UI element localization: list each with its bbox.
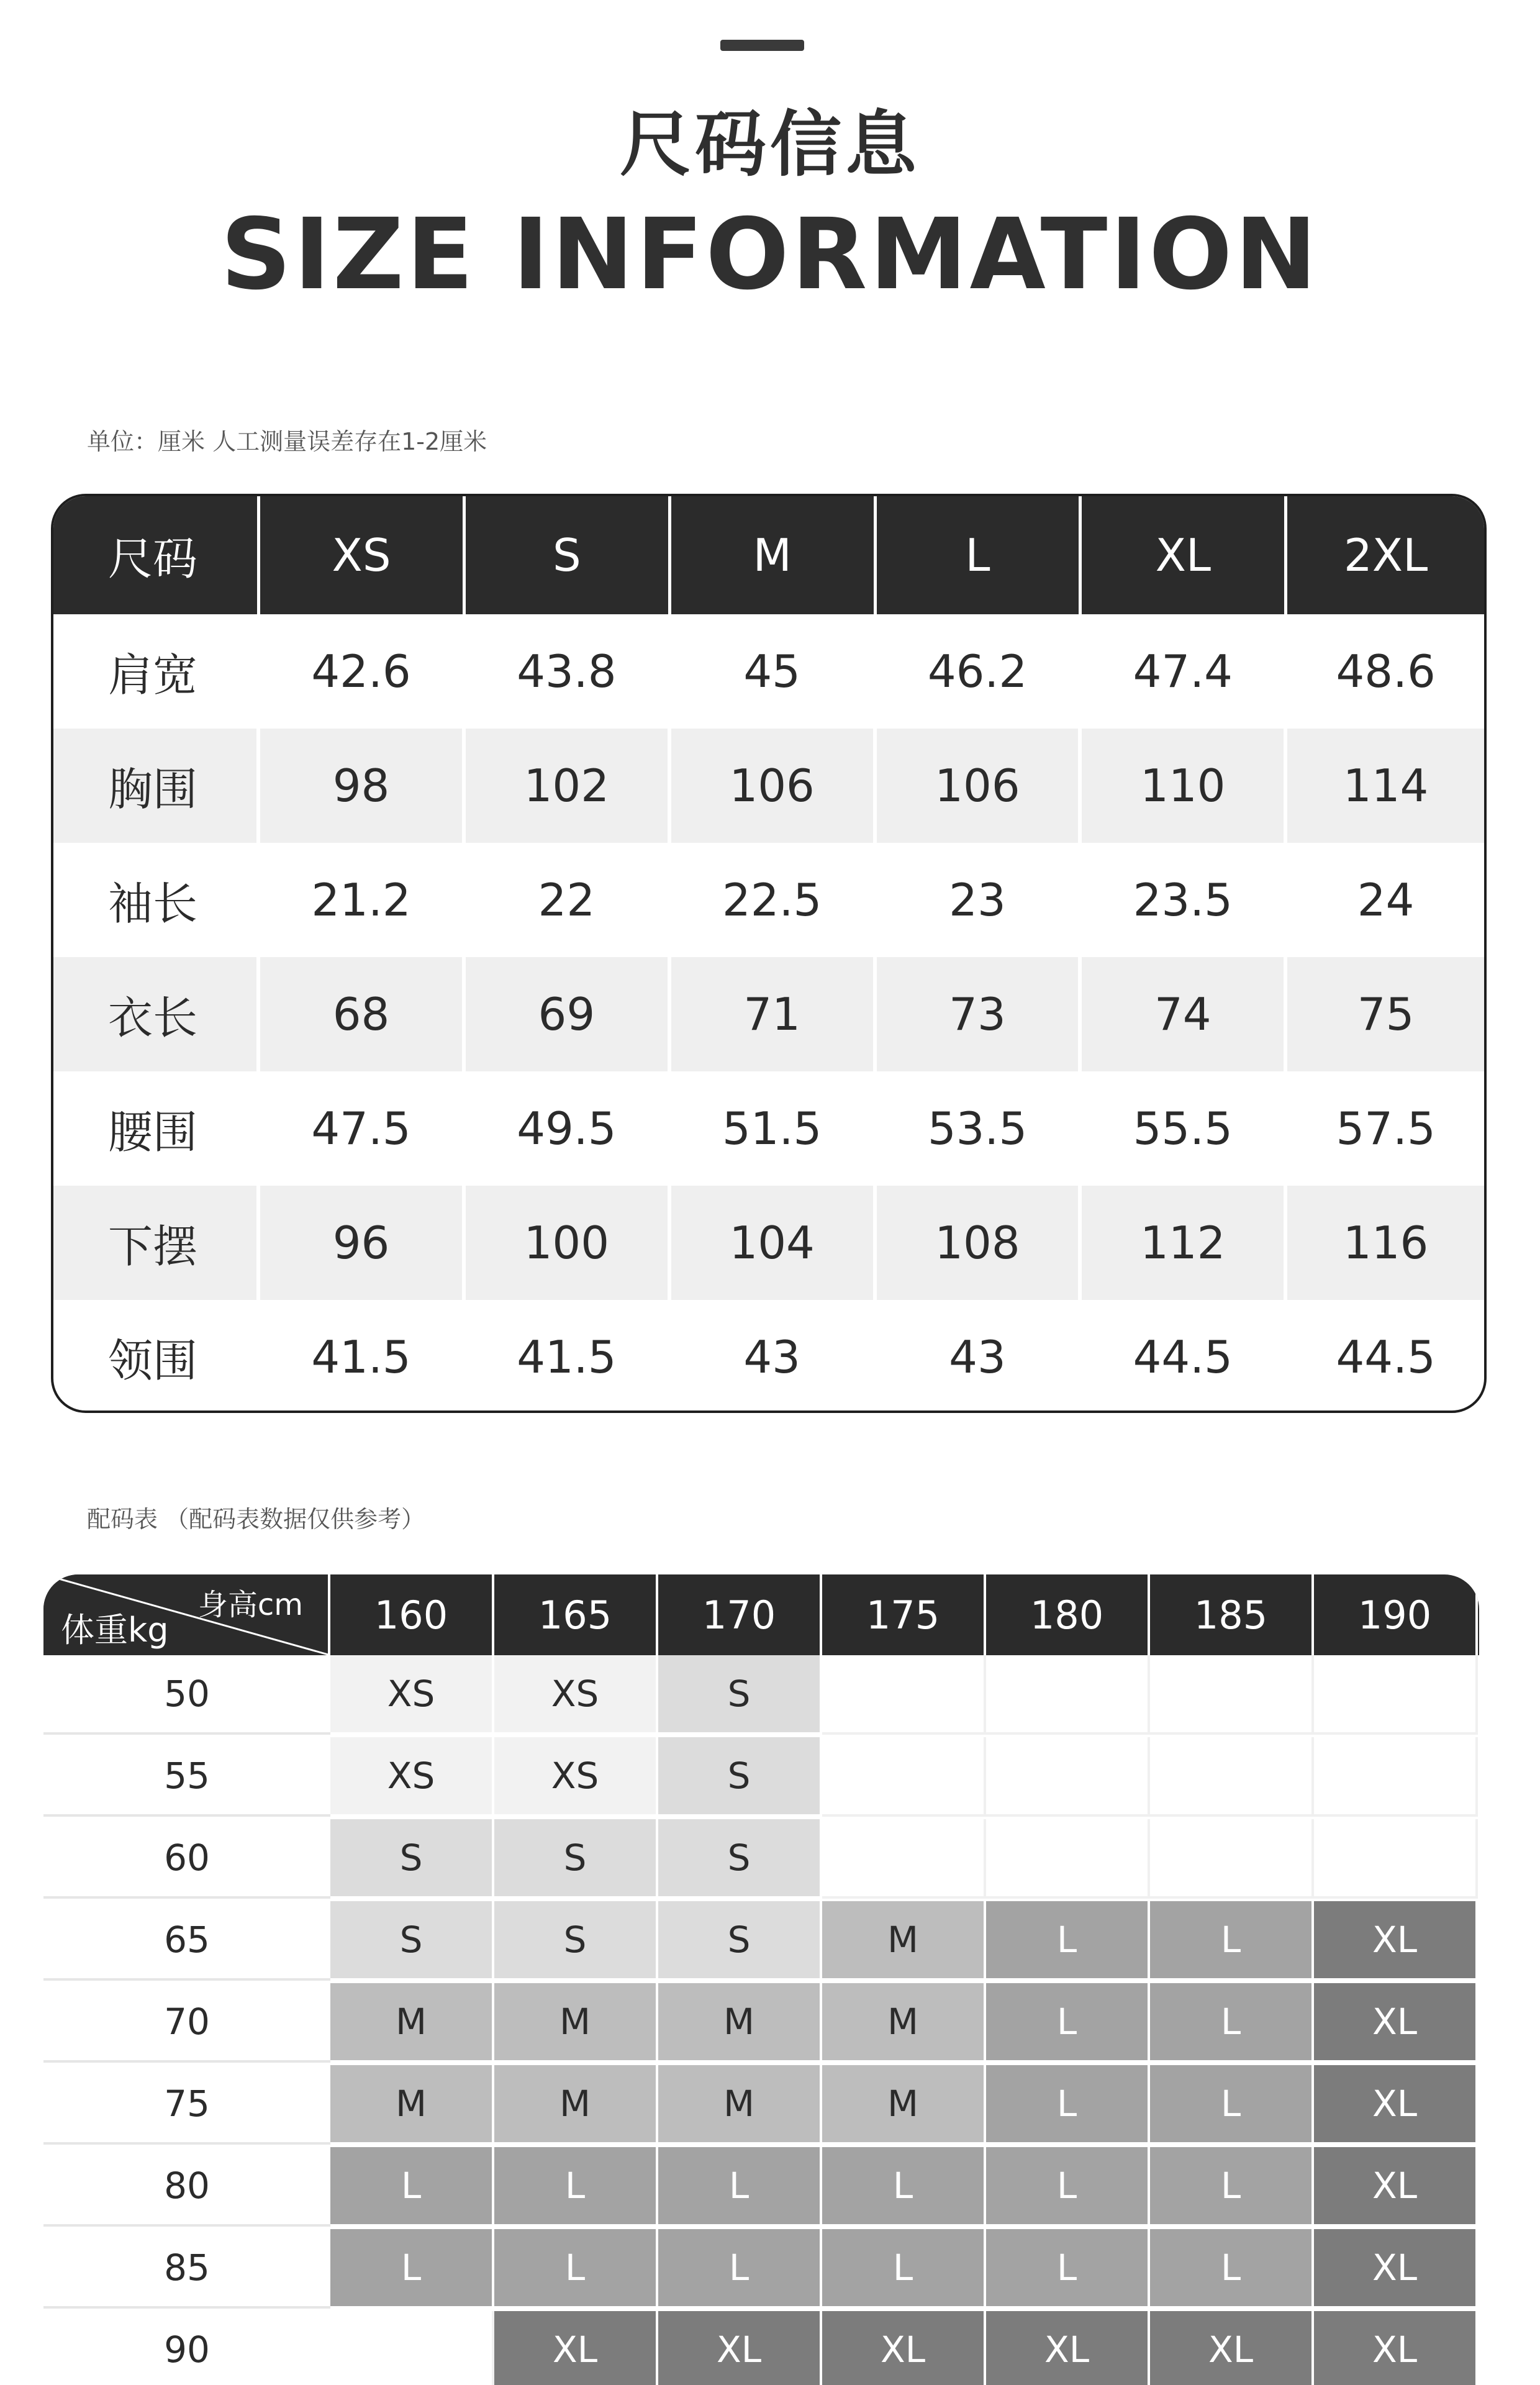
recommended-size-cell: XL (1314, 2311, 1478, 2385)
measurement-value: 23.5 (1082, 843, 1287, 957)
fit-table-corner (43, 1574, 330, 1655)
size-header-cell: XS (260, 496, 466, 614)
recommended-size-cell: XL (1314, 2147, 1478, 2227)
measurement-value: 43 (877, 1300, 1082, 1413)
weight-label: 90 (43, 2311, 330, 2385)
height-header-cell: 170 (658, 1574, 822, 1655)
size-header-cell: 2XL (1343, 529, 1428, 581)
top-divider (720, 40, 804, 51)
size-table-row (53, 957, 1484, 1071)
empty-size-cell (986, 1819, 1150, 1899)
measurement-value: 41.5 (260, 1300, 466, 1413)
fit-table-row (43, 1983, 1479, 2065)
height-header-cell: 190 (1314, 1574, 1478, 1655)
recommended-size-cell: L (822, 2229, 986, 2309)
fit-table-row (43, 2229, 1479, 2311)
recommended-size-cell: M (658, 1983, 822, 2063)
recommended-size-cell: M (822, 1901, 986, 1981)
measurement-value: 55.5 (1082, 1071, 1287, 1186)
recommended-size-cell: L (330, 2229, 494, 2309)
empty-size-cell (986, 1655, 1150, 1735)
size-table-header (53, 496, 1484, 614)
recommended-size-cell: XS (494, 1655, 658, 1735)
fit-table-note: 配码表 （配码表数据仅供参考） (87, 1506, 425, 1533)
weight-label: 65 (43, 1901, 330, 1981)
weight-label: 50 (43, 1655, 330, 1735)
recommended-size-cell: XL (1314, 2065, 1478, 2145)
recommended-size-cell: L (658, 2229, 822, 2309)
recommended-size-cell: L (494, 2229, 658, 2309)
recommended-size-cell: L (986, 2229, 1150, 2309)
measurement-value: 73 (877, 957, 1082, 1071)
empty-size-cell (1314, 1737, 1478, 1817)
measurement-value: 116 (1343, 1217, 1429, 1269)
size-table-row (53, 843, 1484, 957)
measurement-value: 41.5 (466, 1300, 671, 1413)
measurement-value: 69 (466, 957, 671, 1071)
measurement-value: 44.5 (1336, 1331, 1436, 1383)
height-header-cell: 160 (330, 1574, 494, 1655)
empty-size-cell (986, 1737, 1150, 1817)
weight-label: 60 (43, 1819, 330, 1899)
recommended-size-cell: XS (330, 1737, 494, 1817)
measurement-value: 48.6 (1336, 645, 1436, 697)
measurement-value: 75 (1357, 988, 1415, 1040)
recommended-size-cell: S (658, 1901, 822, 1981)
height-header-cell: 165 (494, 1574, 658, 1655)
measurement-value: 112 (1082, 1186, 1287, 1300)
fit-table-row (43, 1901, 1479, 1983)
recommended-size-cell: XL (986, 2311, 1150, 2385)
measurement-label: 领围 (53, 1300, 260, 1413)
recommended-size-cell: L (986, 1983, 1150, 2063)
measurement-value: 106 (877, 729, 1082, 843)
recommended-size-cell: S (494, 1901, 658, 1981)
measurement-value: 22 (466, 843, 671, 957)
size-header-cell: M (671, 496, 877, 614)
page-title-en: SIZE INFORMATION (220, 198, 1320, 312)
recommended-size-cell: XL (1314, 1901, 1478, 1981)
empty-size-cell (1150, 1655, 1314, 1735)
measurement-value: 100 (466, 1186, 671, 1300)
measurement-label: 下摆 (53, 1186, 260, 1300)
recommended-size-cell: S (658, 1655, 822, 1735)
recommended-size-cell: M (822, 2065, 986, 2145)
measurement-label: 腰围 (53, 1071, 260, 1186)
recommended-size-cell: S (330, 1901, 494, 1981)
recommended-size-cell: L (986, 2065, 1150, 2145)
recommended-size-cell: M (494, 2065, 658, 2145)
size-table-row (53, 729, 1484, 843)
recommended-size-cell: L (1150, 1901, 1314, 1981)
recommended-size-cell: XL (822, 2311, 986, 2385)
height-header-cell: 185 (1150, 1574, 1314, 1655)
height-header-cell: 180 (986, 1574, 1150, 1655)
size-header-label: 尺码 (53, 496, 260, 614)
measurement-value: 74 (1082, 957, 1287, 1071)
size-table-row (53, 1186, 1484, 1300)
recommended-size-cell: M (330, 1983, 494, 2063)
measurement-value: 42.6 (260, 614, 466, 729)
recommended-size-cell: L (330, 2147, 494, 2227)
recommended-size-cell: M (330, 2065, 494, 2145)
measurement-value: 22.5 (671, 843, 877, 957)
empty-size-cell (822, 1655, 986, 1735)
page-title-cn: 尺码信息 (619, 103, 920, 186)
size-header-cell: XL (1082, 496, 1287, 614)
weight-label: 75 (43, 2065, 330, 2145)
recommended-size-cell: XS (330, 1655, 494, 1735)
fit-table-row (43, 1819, 1479, 1901)
measurement-value: 51.5 (671, 1071, 877, 1186)
size-table-note: 单位：厘米 人工测量误差存在1-2厘米 (87, 428, 487, 455)
measurement-value: 102 (466, 729, 671, 843)
measurement-label: 衣长 (53, 957, 260, 1071)
size-table-row (53, 1071, 1484, 1186)
measurement-value: 47.4 (1082, 614, 1287, 729)
measurement-value: 21.2 (260, 843, 466, 957)
measurement-value: 114 (1343, 760, 1429, 812)
recommended-size-cell: S (658, 1819, 822, 1899)
measurement-label: 胸围 (53, 729, 260, 843)
measurement-value: 106 (671, 729, 877, 843)
recommended-size-cell: L (986, 2147, 1150, 2227)
recommended-size-cell: XL (1314, 2229, 1478, 2309)
measurement-value: 71 (671, 957, 877, 1071)
recommended-size-cell: L (986, 1901, 1150, 1981)
weight-axis-label: 体重kg (61, 1610, 169, 1650)
fit-table-header (43, 1574, 1479, 1655)
recommended-size-cell: L (1150, 1983, 1314, 2063)
fit-table-row (43, 2065, 1479, 2147)
fit-table (43, 1574, 1479, 2385)
measurement-value: 24 (1357, 874, 1415, 926)
measurement-value: 49.5 (466, 1071, 671, 1186)
size-table-row (53, 614, 1484, 729)
fit-table-row (43, 1737, 1479, 1819)
measurement-label: 袖长 (53, 843, 260, 957)
fit-table-row (43, 2311, 1479, 2385)
measurement-value: 45 (671, 614, 877, 729)
empty-size-cell (822, 1819, 986, 1899)
size-header-cell: S (466, 496, 671, 614)
measurement-value: 23 (877, 843, 1082, 957)
recommended-size-cell: L (1150, 2229, 1314, 2309)
measurement-value: 98 (260, 729, 466, 843)
recommended-size-cell: XL (494, 2311, 658, 2385)
measurement-value: 104 (671, 1186, 877, 1300)
recommended-size-cell: L (1150, 2065, 1314, 2145)
weight-label: 55 (43, 1737, 330, 1817)
recommended-size-cell: L (494, 2147, 658, 2227)
weight-label: 80 (43, 2147, 330, 2227)
measurement-label: 肩宽 (53, 614, 260, 729)
recommended-size-cell: XS (494, 1737, 658, 1817)
recommended-size-cell: L (1150, 2147, 1314, 2227)
weight-label: 70 (43, 1983, 330, 2063)
empty-size-cell (330, 2311, 494, 2385)
recommended-size-cell: M (822, 1983, 986, 2063)
measurement-value: 110 (1082, 729, 1287, 843)
measurement-value: 57.5 (1336, 1102, 1436, 1155)
fit-table-row (43, 1655, 1479, 1737)
recommended-size-cell: L (822, 2147, 986, 2227)
recommended-size-cell: M (494, 1983, 658, 2063)
measurement-value: 96 (260, 1186, 466, 1300)
recommended-size-cell: XL (1314, 1983, 1478, 2063)
fit-table-row (43, 2147, 1479, 2229)
measurement-value: 108 (877, 1186, 1082, 1300)
height-axis-label: 身高cm (197, 1588, 303, 1622)
empty-size-cell (1150, 1819, 1314, 1899)
size-header-cell: L (877, 496, 1082, 614)
measurement-value: 46.2 (877, 614, 1082, 729)
recommended-size-cell: L (658, 2147, 822, 2227)
measurement-value: 43 (671, 1300, 877, 1413)
recommended-size-cell: S (494, 1819, 658, 1899)
recommended-size-cell: S (658, 1737, 822, 1817)
recommended-size-cell: XL (1150, 2311, 1314, 2385)
empty-size-cell (1314, 1655, 1478, 1735)
measurement-value: 44.5 (1082, 1300, 1287, 1413)
weight-label: 85 (43, 2229, 330, 2309)
measurement-value: 43.8 (466, 614, 671, 729)
empty-size-cell (822, 1737, 986, 1817)
measurement-value: 53.5 (877, 1071, 1082, 1186)
measurement-value: 68 (260, 957, 466, 1071)
recommended-size-cell: S (330, 1819, 494, 1899)
empty-size-cell (1314, 1819, 1478, 1899)
size-table (51, 494, 1487, 1413)
height-header-cell: 175 (822, 1574, 986, 1655)
measurement-value: 47.5 (260, 1071, 466, 1186)
empty-size-cell (1150, 1737, 1314, 1817)
size-table-row (53, 1300, 1484, 1413)
recommended-size-cell: XL (658, 2311, 822, 2385)
recommended-size-cell: M (658, 2065, 822, 2145)
